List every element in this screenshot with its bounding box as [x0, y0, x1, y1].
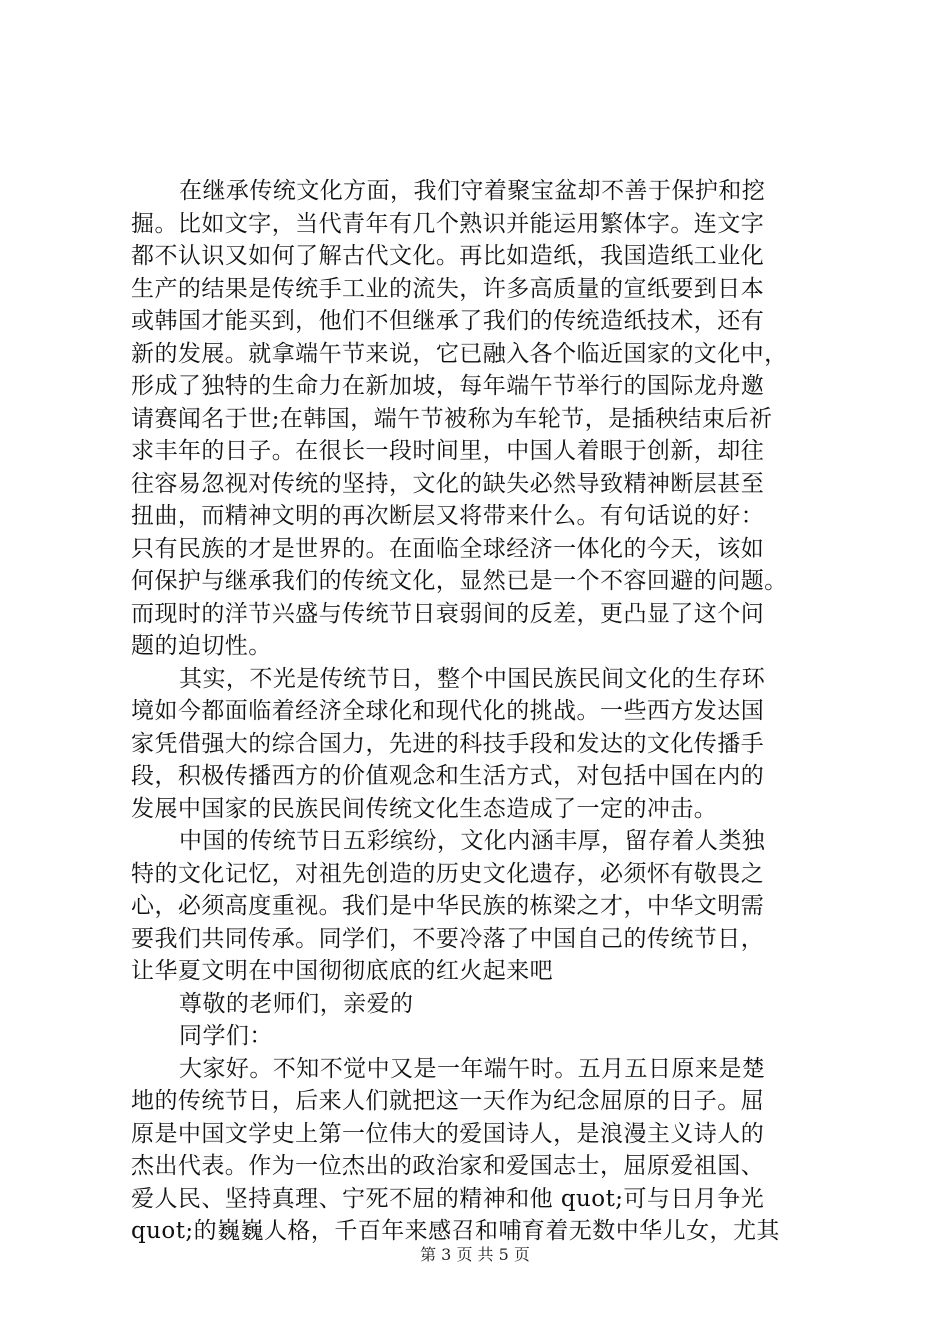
text-line: 掘。比如文字，当代青年有几个熟识并能运用繁体字。连文字 — [131, 210, 765, 237]
text-line: 发展中国家的民族民间传统文化生态造成了一定的冲击。 — [131, 795, 718, 822]
text-line: 同学们： — [179, 1023, 273, 1049]
text-line: 尊敬的老师们，亲爱的 — [179, 990, 414, 1017]
text-line: 中国的传统节日五彩缤纷，文化内涵丰厚，留存着人类独 — [179, 828, 766, 854]
text-line: 何保护与继承我们的传统文化，显然已是一个不容回避的问题。 — [131, 568, 788, 594]
text-line: 地的传统节日，后来人们就把这一天作为纪念屈原的日子。屈 — [131, 1088, 765, 1114]
text-line: 形成了独特的生命力在新加坡，每年端午节举行的国际龙舟邀 — [131, 373, 765, 399]
text-line: 原是中国文学史上第一位伟大的爱国诗人，是浪漫主义诗人的 — [131, 1120, 765, 1147]
text-line: 扭曲，而精神文明的再次断层又将带来什么。有句话说的好： — [131, 503, 765, 529]
text-line: 而现时的洋节兴盛与传统节日衰弱间的反差，更凸显了这个问 — [131, 600, 765, 627]
text-line: 心，必须高度重视。我们是中华民族的栋梁之才，中华文明需 — [131, 893, 765, 919]
text-line: 大家好。不知不觉中又是一年端午时。五月五日原来是楚 — [179, 1055, 766, 1082]
text-line: 求丰年的日子。在很长一段时间里，中国人着眼于创新，却往 — [131, 438, 765, 464]
text-line: 只有民族的才是世界的。在面临全球经济一体化的今天，该如 — [131, 535, 765, 562]
text-line: 特的文化记忆，对祖先创造的历史文化遗存，必须怀有敬畏之 — [131, 860, 765, 887]
text-line: 往容易忽视对传统的坚持，文化的缺失必然导致精神断层甚至 — [131, 470, 765, 497]
text-line: 让华夏文明在中国彻彻底底的红火起来吧 — [131, 958, 554, 984]
document-body — [131, 175, 831, 1248]
text-line: quot;的巍巍人格，千百年来感召和哺育着无数中华儿女，尤其 — [131, 1218, 780, 1244]
page-footer: 第 3 页 共 5 页 — [420, 1245, 530, 1264]
text-line: 要我们共同传承。同学们，不要冷落了中国自己的传统节日， — [131, 925, 765, 952]
text-line: 杰出代表。作为一位杰出的政治家和爱国志士，屈原爱祖国、 — [131, 1153, 765, 1179]
text-line: 请赛闻名于世;在韩国，端午节被称为车轮节，是插秧结束后祈 — [131, 405, 773, 432]
text-line: 爱人民、坚持真理、宁死不屈的精神和他 quot;可与日月争光 — [131, 1185, 765, 1212]
text-line: 生产的结果是传统手工业的流失，许多高质量的宣纸要到日本 — [131, 275, 765, 302]
text-line: 段，积极传播西方的价值观念和生活方式，对包括中国在内的 — [131, 763, 765, 789]
text-line: 题的迫切性。 — [131, 633, 272, 659]
text-line: 在继承传统文化方面，我们守着聚宝盆却不善于保护和挖 — [179, 178, 766, 204]
text-line: 家凭借强大的综合国力，先进的科技手段和发达的文化传播手 — [131, 730, 765, 757]
text-line: 新的发展。就拿端午节来说，它已融入各个临近国家的文化中， — [131, 340, 788, 367]
text-line: 或韩国才能买到，他们不但继承了我们的传统造纸技术，还有 — [131, 308, 765, 334]
text-line: 都不认识又如何了解古代文化。再比如造纸，我国造纸工业化 — [131, 243, 765, 269]
text-line: 境如今都面临着经济全球化和现代化的挑战。一些西方发达国 — [131, 698, 765, 724]
text-line: 其实，不光是传统节日，整个中国民族民间文化的生存环 — [179, 665, 766, 692]
